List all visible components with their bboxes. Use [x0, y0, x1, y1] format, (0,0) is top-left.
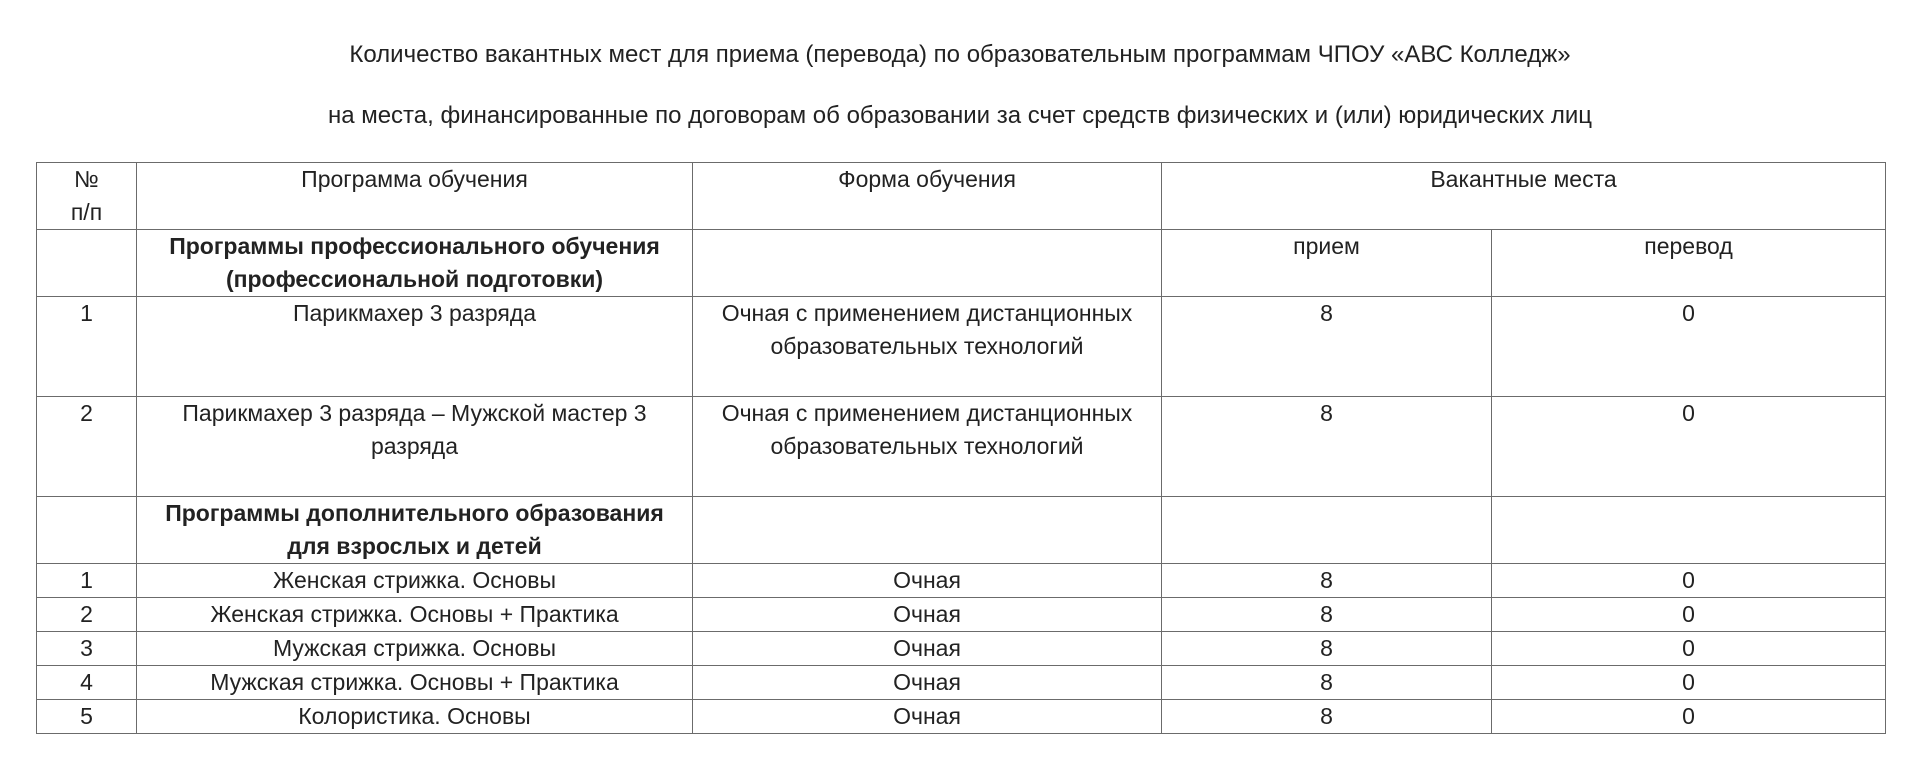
- row-form: Очная: [693, 564, 1162, 598]
- row-number: 1: [37, 297, 137, 397]
- row-program: Мужская стрижка. Основы: [137, 632, 693, 666]
- row-form: Очная: [693, 700, 1162, 734]
- row-transfer: 0: [1492, 564, 1886, 598]
- section-title: Программы дополнительного образования для взрослых и детей: [137, 497, 693, 564]
- header-number: [37, 163, 137, 230]
- header-number-line2: п/п: [70, 199, 103, 225]
- row-admission: 8: [1162, 564, 1492, 598]
- header-transfer: перевод: [1492, 230, 1886, 297]
- document-title-line-1: Количество вакантных мест для приема (перевода) по образовательным программам ЧПОУ «АВС Колледж»: [349, 41, 1571, 68]
- row-transfer: 0: [1492, 297, 1886, 397]
- row-number: 2: [37, 598, 137, 632]
- section-transfer-cell: [1492, 497, 1886, 564]
- section-form-cell: [693, 497, 1162, 564]
- row-transfer: 0: [1492, 598, 1886, 632]
- row-transfer: 0: [1492, 397, 1886, 497]
- table-row: [37, 598, 1886, 632]
- section-number-cell: [37, 230, 137, 297]
- row-program: Колористика. Основы: [137, 700, 693, 734]
- header-vacancies: Вакантные места: [1162, 163, 1886, 230]
- header-admission: прием: [1162, 230, 1492, 297]
- row-number: 5: [37, 700, 137, 734]
- section-header-row: [37, 230, 1886, 297]
- table-row: [37, 297, 1886, 397]
- section-header-row: [37, 497, 1886, 564]
- row-admission: 8: [1162, 666, 1492, 700]
- vacancies-table: [36, 162, 1886, 734]
- row-admission: 8: [1162, 598, 1492, 632]
- table-row: [37, 666, 1886, 700]
- row-number: 2: [37, 397, 137, 497]
- section-number-cell: [37, 497, 137, 564]
- row-program: Парикмахер 3 разряда – Мужской мастер 3 разряда: [137, 397, 693, 497]
- row-form: Очная с применением дистанционных образовательных технологий: [693, 397, 1162, 497]
- row-form: Очная: [693, 632, 1162, 666]
- table-row: [37, 564, 1886, 598]
- row-admission: 8: [1162, 297, 1492, 397]
- table-row: [37, 397, 1886, 497]
- row-number: 4: [37, 666, 137, 700]
- section-title: Программы профессионального обучения (профессиональной подготовки): [137, 230, 693, 297]
- row-program: Женская стрижка. Основы + Практика: [137, 598, 693, 632]
- row-admission: 8: [1162, 700, 1492, 734]
- row-transfer: 0: [1492, 666, 1886, 700]
- header-number-line1: №: [74, 166, 99, 192]
- table-row: [37, 700, 1886, 734]
- row-form: Очная с применением дистанционных образовательных технологий: [693, 297, 1162, 397]
- row-program: Мужская стрижка. Основы + Практика: [137, 666, 693, 700]
- section-form-cell: [693, 230, 1162, 297]
- row-program: Парикмахер 3 разряда: [137, 297, 693, 397]
- row-number: 3: [37, 632, 137, 666]
- row-number: 1: [37, 564, 137, 598]
- document-title-line-2: на места, финансированные по договорам об образовании за счет средств физических и (или) юридических лиц: [327, 102, 1593, 129]
- header-form: Форма обучения: [693, 163, 1162, 230]
- row-transfer: 0: [1492, 700, 1886, 734]
- row-transfer: 0: [1492, 632, 1886, 666]
- row-form: Очная: [693, 666, 1162, 700]
- section-admission-cell: [1162, 497, 1492, 564]
- table-row: [37, 632, 1886, 666]
- header-program: Программа обучения: [137, 163, 693, 230]
- row-program: Женская стрижка. Основы: [137, 564, 693, 598]
- row-admission: 8: [1162, 632, 1492, 666]
- row-form: Очная: [693, 598, 1162, 632]
- table-header-row: [37, 163, 1886, 230]
- row-admission: 8: [1162, 397, 1492, 497]
